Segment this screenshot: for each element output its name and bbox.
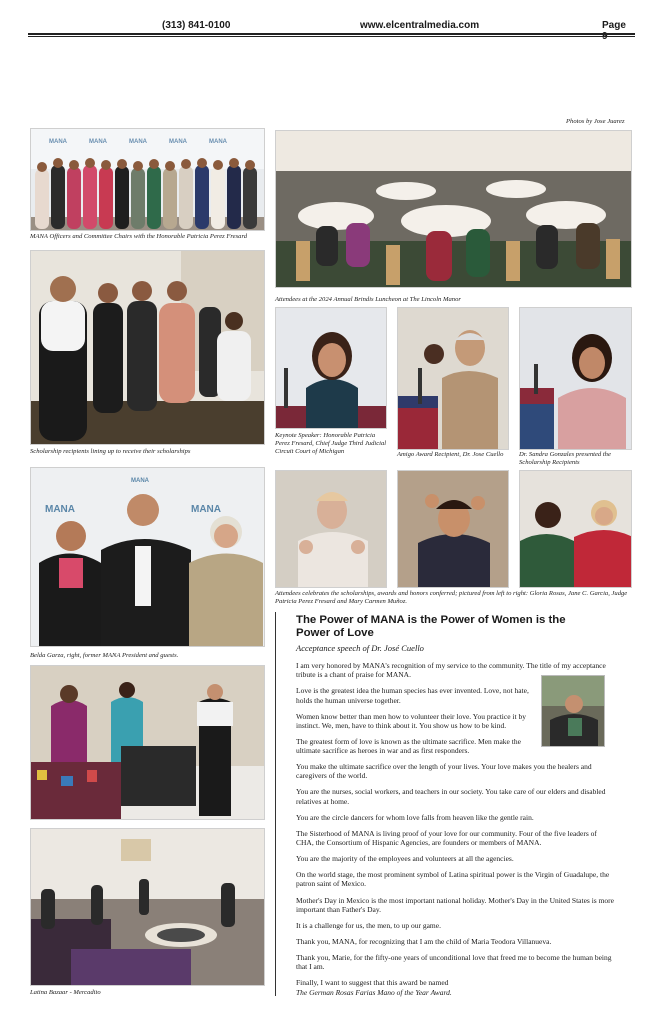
article-paragraph: The Sisterhood of MANA is living proof of your love for our community. Four of the five leaders of CHA, the Consortium of Hispanic Agencies, are founders or members of MANA. [296,828,597,848]
article-paragraph: Women know better than men how to volunteer their love. You practice it by instinct. We, men, have to think about it. You show us how to be kind. [296,711,526,730]
article-paragraph: You are the circle dancers for whom love falls from heaven like the gentle rain. [296,812,534,822]
photo-credit: Photos by Jose Juarez [566,118,625,125]
article-paragraph: Thank you, Marie, for the fifty-one years of unconditional love that freed me to become the human being that I am. [296,953,612,972]
article-closing-line: Finally, I want to suggest that this award be named [296,978,449,988]
photo-belda-garza [30,467,265,647]
caption-celebrates: Attendees celebrates the scholarships, awards and honors conferred; pictured from left to right: Gloria Rosas, Jane C. Garcia, Judge Patricia Perez Fresard and Mary Carmen Muñoz. [275,590,628,605]
article-paragraph: Love is the greatest idea the human species has ever invented. Love, not hate, holds the human universe together. [296,686,529,705]
svg-text:MANA: MANA [45,504,75,515]
article-title: The Power of MANA is the Power of Women is the Power of Love [296,614,566,639]
article-award-name: The German Rosas Farias Mano of the Year Award. [296,987,452,997]
svg-text:MANA: MANA [209,139,227,145]
photo-sandra-gonzales [519,307,632,450]
photo-celebrate-right [519,470,632,588]
photo-bazaar-stand [30,665,265,820]
header-rule-thin [28,36,635,37]
article-paragraph: The greatest form of love is known as the ultimate sacrifice. Men make the ultimate sacrifice as heroes in war and as first responders. [296,736,521,756]
header-rule [28,33,635,35]
article-paragraph: You are the nurses, social workers, and teachers in our society. You take care of our elders and disabled relatives at home. [296,787,606,806]
photo-keynote-speaker [275,307,387,429]
photo-celebrate-center [397,470,509,588]
svg-text:MANA: MANA [129,139,147,145]
article-paragraph: You make the ultimate sacrifice over the length of your lives. Your love makes you the healers and caregivers of the world. [296,762,592,781]
caption-bazaar: Latina Bazaar - Mercadito [30,989,101,996]
svg-text:MANA: MANA [169,139,187,145]
caption-belda: Belda Garza, right, former MANA President and guests. [30,652,179,659]
header-phone: (313) 841-0100 [162,20,231,31]
article-subtitle: Acceptance speech of Dr. José Cuello [296,643,424,653]
article-paragraph: I am very honored by MANA's recognition of my service to the community. The title of my acceptance tribute is a chant of praise for MANA. [296,661,606,680]
svg-text:MANA: MANA [191,504,221,515]
page-header [30,18,633,34]
article-paragraph: Thank you, MANA, for recognizing that I am the child of Maria Teodora Villanueva. [296,936,552,946]
photo-celebrate-left [275,470,387,588]
article-paragraph: It is a challenge for us, the men, to up our game. [296,920,441,930]
svg-text:MANA: MANA [131,478,149,484]
header-website[interactable]: www.elcentralmedia.com [360,20,480,31]
article-closing [296,978,616,996]
article-body [296,661,616,1004]
caption-luncheon: Attendees at the 2024 Annual Brindis Luncheon at The Lincoln Manor [275,296,461,303]
caption-keynote: Keynote Speaker: Honorable Patricia Perez Fresard, Chief Judge Third Judicial Circuit Court of Michigan [275,432,387,455]
svg-text:MANA: MANA [49,139,67,145]
header-page-number: Page [602,20,626,31]
photo-officers-group [30,128,265,231]
caption-amigo: Amigo Award Recipient, Dr. Jose Cuello [397,451,504,458]
article-paragraph: Mother's Day in Mexico is the most important national holiday. Mother's Day in the United States is more important than Father's Day. [296,895,614,914]
caption-scholarship: Scholarship recipients lining up to receive their scholarships [30,448,191,455]
caption-officers: MANA Officers and Committee Chairs with the Honorable Patricia Perez Fresard [30,233,248,240]
photo-scholarship-recipients [30,250,265,445]
article-paragraph: On the world stage, the most prominent symbol of Latina spiritual power is the Virgin of Guadalupe, the patron saint of Mexico. [296,870,610,889]
caption-gonzales: Dr. Sandra Gonzales presented the Scholarship Recipients [519,451,611,466]
photo-amigo-award [397,307,509,450]
photo-bazaar-hall [30,828,265,986]
column-divider [275,612,276,996]
article-paragraph: You are the majority of the employees and volunteers at all the agencies. [296,854,514,864]
photo-luncheon-hall [275,130,632,288]
svg-text:MANA: MANA [89,139,107,145]
